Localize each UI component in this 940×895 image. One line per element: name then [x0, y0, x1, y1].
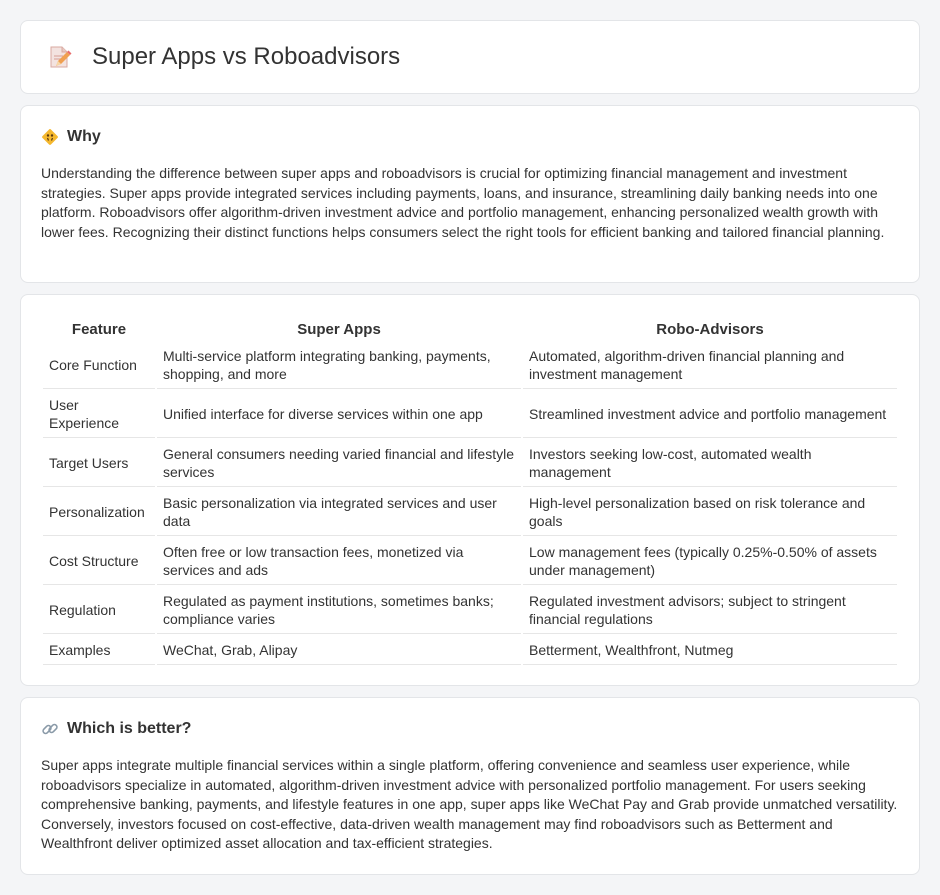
table-cell-super-apps: Unified interface for diverse services within one app — [157, 391, 521, 438]
column-header-robo-advisors: Robo-Advisors — [656, 321, 764, 338]
table-row — [43, 440, 897, 487]
table-cell-robo-advisors: Regulated investment advisors; subject to stringent financial regulations — [523, 587, 897, 634]
column-header-feature: Feature — [71, 321, 127, 338]
table-cell-robo-advisors: Streamlined investment advice and portfolio management — [523, 391, 897, 438]
table-row — [43, 391, 897, 438]
better-heading-text: Which is better? — [67, 720, 192, 737]
column-header-super-apps: Super Apps — [297, 321, 381, 338]
table-cell-robo-advisors: High-level personalization based on risk tolerance and goals — [523, 489, 897, 536]
table-cell-feature: Target Users — [43, 440, 155, 487]
why-section — [20, 105, 920, 283]
table-row — [43, 489, 897, 536]
table-cell-super-apps: WeChat, Grab, Alipay — [157, 636, 521, 665]
why-heading — [41, 128, 899, 146]
table-cell-feature: User Experience — [43, 391, 155, 438]
why-paragraph: Understanding the difference between super apps and roboadvisors is crucial for optimizing financial management and investment strategies. Super apps provide integrated services including payments, loans, and insurance, streamlining daily banking needs into one platform. Roboadvisors offer algorithm-driven investment advice and portfolio management, enhancing personalized wealth growth with lower fees. Recognizing their distinct functions helps consumers select the right tools for efficient banking and tailored financial planning. — [41, 165, 885, 240]
comparison-card — [20, 294, 920, 686]
table-row — [43, 538, 897, 585]
table-cell-feature: Examples — [43, 636, 155, 665]
table-cell-super-apps: General consumers needing varied financial and lifestyle services — [157, 440, 521, 487]
comparison-table — [41, 317, 899, 667]
table-row — [43, 636, 897, 665]
table-cell-feature: Cost Structure — [43, 538, 155, 585]
which-is-better-section — [20, 697, 920, 875]
table-cell-super-apps: Often free or low transaction fees, monetized via services and ads — [157, 538, 521, 585]
table-row — [43, 342, 897, 389]
crossing-sign-icon — [41, 128, 59, 146]
table-cell-robo-advisors: Automated, algorithm-driven financial planning and investment management — [523, 342, 897, 389]
table-cell-robo-advisors: Low management fees (typically 0.25%-0.50% of assets under management) — [523, 538, 897, 585]
document-pencil-icon — [46, 44, 72, 70]
page-title: Super Apps vs Roboadvisors — [92, 43, 401, 70]
table-cell-robo-advisors: Betterment, Wealthfront, Nutmeg — [523, 636, 897, 665]
table-cell-feature: Core Function — [43, 342, 155, 389]
table-cell-super-apps: Regulated as payment institutions, sometimes banks; compliance varies — [157, 587, 521, 634]
table-cell-super-apps: Multi-service platform integrating banking, payments, shopping, and more — [157, 342, 521, 389]
table-cell-feature: Personalization — [43, 489, 155, 536]
table-cell-super-apps: Basic personalization via integrated services and user data — [157, 489, 521, 536]
why-heading-text: Why — [67, 128, 101, 145]
title-card — [20, 20, 920, 94]
better-heading — [41, 720, 899, 738]
table-cell-feature: Regulation — [43, 587, 155, 634]
better-paragraph: Super apps integrate multiple financial services within a single platform, offering convenience and seamless user experience, while roboadvisors specialize in automated, algorithm-driven investment advice with personalized portfolio management. For users seeking comprehensive banking, payments, and lifestyle features in one app, super apps like WeChat Pay and Grab provide unmatched versatility. Conversely, investors focused on cost-effective, data-driven wealth management may find roboadvisors such as Betterment and Wealthfront deliver optimized asset allocation and tax-efficient strategies. — [41, 757, 898, 852]
table-cell-robo-advisors: Investors seeking low-cost, automated wealth management — [523, 440, 897, 487]
link-icon — [41, 720, 59, 738]
table-row — [43, 587, 897, 634]
table-header-row — [43, 319, 897, 340]
